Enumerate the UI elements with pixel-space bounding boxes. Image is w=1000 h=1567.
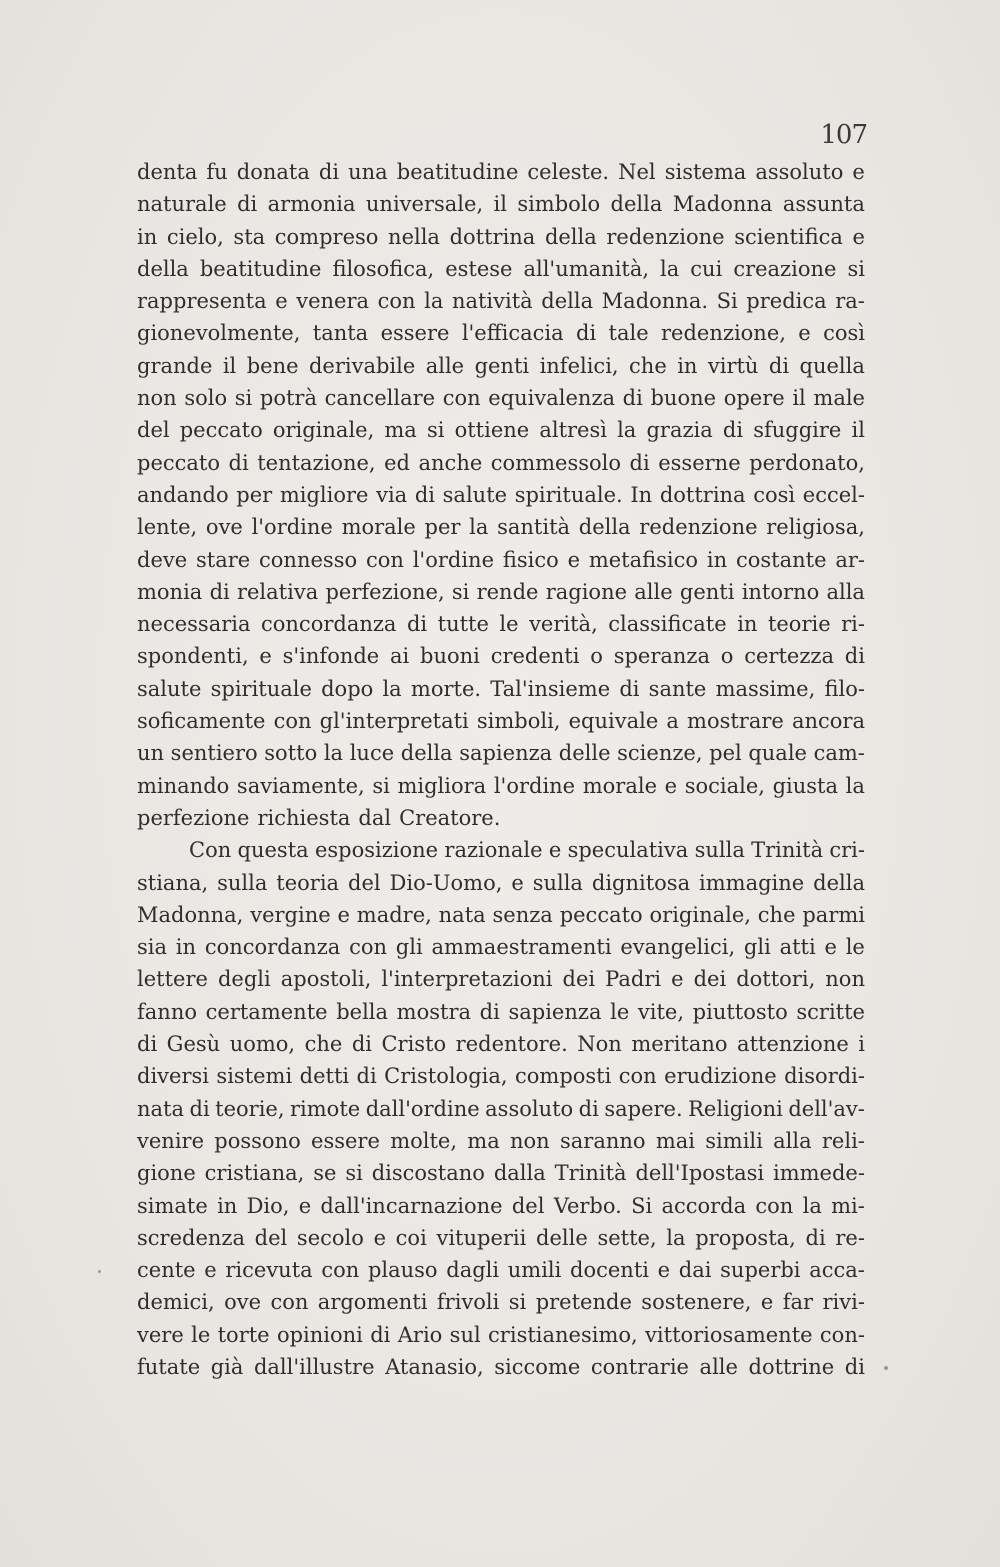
- paper-speck: [98, 1270, 101, 1273]
- text-line: spondenti, e s'infonde ai buoni credenti o speranza o certezza di: [137, 644, 865, 669]
- page-number: 107: [820, 120, 867, 150]
- text-line: monia di relativa perfezione, si rende ragione alle genti intorno alla: [137, 579, 865, 604]
- text-line: soficamente con gl'interpretati simboli, equivale a mostrare ancora: [137, 709, 865, 734]
- text-line: demici, ove con argomenti frivoli si pretende sostenere, e far rivi-: [137, 1290, 865, 1315]
- text-line: non solo si potrà cancellare con equivalenza di buone opere il male: [137, 386, 865, 411]
- text-line: naturale di armonia universale, il simbolo della Madonna assunta: [137, 192, 865, 217]
- text-line: perfezione richiesta dal Creatore.: [137, 805, 501, 830]
- text-line: Madonna, vergine e madre, nata senza peccato originale, che parmi: [137, 902, 865, 927]
- text-line: simate in Dio, e dall'incarnazione del Verbo. Si accorda con la mi-: [137, 1193, 865, 1218]
- text-line: Con questa esposizione razionale e speculativa sulla Trinità cri-: [189, 838, 865, 863]
- paper-speck: [884, 1366, 888, 1370]
- text-line: di Gesù uomo, che di Cristo redentore. Non meritano attenzione i: [137, 1032, 865, 1057]
- body-text: [137, 156, 865, 1383]
- text-line: nata di teorie, rimote dall'ordine assoluto di sapere. Religioni dell'av-: [137, 1096, 865, 1121]
- text-line: futate già dall'illustre Atanasio, siccome contrarie alle dottrine di: [137, 1354, 865, 1379]
- text-line: minando saviamente, si migliora l'ordine morale e sociale, giusta la: [137, 773, 865, 798]
- text-line: diversi sistemi detti di Cristologia, composti con erudizione disordi-: [137, 1064, 865, 1089]
- text-line: un sentiero sotto la luce della sapienza delle scienze, pel quale cam-: [137, 741, 865, 766]
- text-line: in cielo, sta compreso nella dottrina della redenzione scientifica e: [137, 224, 865, 249]
- text-line: deve stare connesso con l'ordine fisico e metafisico in costante ar-: [137, 547, 865, 572]
- text-line: gione cristiana, se si discostano dalla Trinità dell'Ipostasi immede-: [137, 1161, 865, 1186]
- text-line: grande il bene derivabile alle genti infelici, che in virtù di quella: [137, 353, 865, 378]
- text-line: cente e ricevuta con plauso dagli umili docenti e dai superbi acca-: [137, 1258, 865, 1283]
- text-line: vere le torte opinioni di Ario sul cristianesimo, vittoriosamente con-: [137, 1322, 865, 1347]
- text-line: sia in concordanza con gli ammaestramenti evangelici, gli atti e le: [137, 935, 865, 960]
- text-line: andando per migliore via di salute spirituale. In dottrina così eccel-: [137, 482, 865, 507]
- text-line: del peccato originale, ma si ottiene altresì la grazia di sfuggire il: [137, 418, 865, 443]
- text-line: salute spirituale dopo la morte. Tal'insieme di sante massime, filo-: [137, 676, 865, 701]
- text-line: rappresenta e venera con la natività della Madonna. Si predica ra-: [137, 289, 865, 314]
- text-line: necessaria concordanza di tutte le verità, classificate in teorie ri-: [137, 612, 865, 637]
- text-line: peccato di tentazione, ed anche commessolo di esserne perdonato,: [137, 450, 865, 475]
- text-line: della beatitudine filosofica, estese all'umanità, la cui creazione si: [137, 256, 865, 281]
- text-line: gionevolmente, tanta essere l'efficacia di tale redenzione, e così: [137, 321, 865, 346]
- text-line: scredenza del secolo e coi vituperii delle sette, la proposta, di re-: [137, 1225, 865, 1250]
- text-line: venire possono essere molte, ma non saranno mai simili alla reli-: [137, 1128, 865, 1153]
- text-line: lente, ove l'ordine morale per la santità della redenzione religiosa,: [137, 515, 865, 540]
- text-line: fanno certamente bella mostra di sapienza le vite, piuttosto scritte: [137, 999, 865, 1024]
- text-line: denta fu donata di una beatitudine celeste. Nel sistema assoluto e: [137, 160, 865, 184]
- text-line: lettere degli apostoli, l'interpretazioni dei Padri e dei dottori, non: [137, 967, 865, 992]
- text-line: stiana, sulla teoria del Dio-Uomo, e sulla dignitosa immagine della: [137, 870, 865, 895]
